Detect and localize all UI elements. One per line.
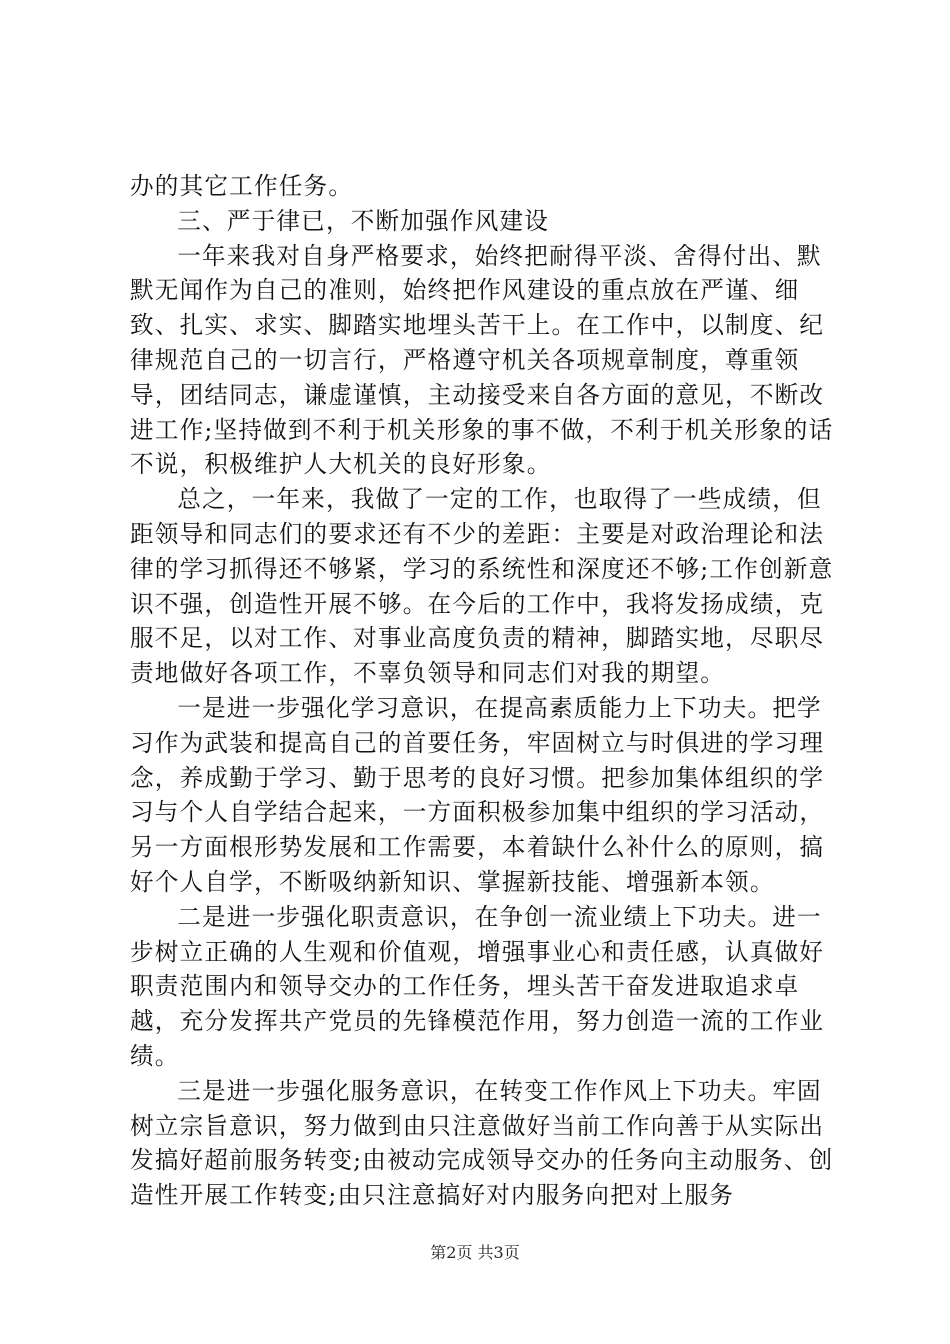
paragraph-study-awareness: 一是进一步强化学习意识，在提高素质能力上下功夫。把学习作为武装和提高自己的首要任务，牢固树立与时俱进的学习理念，养成勤于学习、勤于思考的良好习惯。把参加集体组织的学习与个人自学结合起来，一方面积极参加集中组织的学习活动，另一方面根形势发展和工作需要，本着缺什么补什么的原则，搞好个人自学，不断吸纳新知识、掌握新技能、增强新本领。 [130, 693, 825, 896]
paragraph-work-style: 一年来我对自身严格要求，始终把耐得平淡、舍得付出、默默无闻作为自己的准则，始终把作风建设的重点放在严谨、细致、扎实、求实、脚踏实地埋头苦干上。在工作中，以制度、纪律规范自己的一切言行，严格遵守机关各项规章制度，尊重领导，团结同志，谦虚谨慎，主动接受来自各方面的意见，不断改进工作;坚持做到不利于机关形象的事不做，不利于机关形象的话不说，积极维护人大机关的良好形象。 [130, 241, 834, 479]
section-heading: 三、严于律已，不断加强作风建设 [177, 206, 550, 235]
paragraph-continuation: 办的其它工作任务。 [130, 172, 354, 200]
paragraph-service-awareness: 三是进一步强化服务意识，在转变工作作风上下功夫。牢固树立宗旨意识，努力做到由只注意做好当前工作向善于从实际出发搞好超前服务转变;由被动完成领导交办的任务向主动服务、创造性开展工作转变;由只注意搞好对内服务向把对上服务 [130, 1076, 834, 1210]
paragraph-summary: 总之，一年来，我做了一定的工作，也取得了一些成绩，但距领导和同志们的要求还有不少的差距：主要是对政治理论和法律的学习抓得还不够紧，学习的系统性和深度还不够;工作创新意识不强，创造性开展不够。在今后的工作中，我将发扬成绩，克服不足，以对工作、对事业高度负责的精神，脚踏实地，尽职尽责地做好各项工作，不辜负领导和同志们对我的期望。 [130, 485, 834, 688]
page-footer: 第2页 共3页 [430, 1243, 520, 1262]
paragraph-duty-awareness: 二是进一步强化职责意识，在争创一流业绩上下功夫。进一步树立正确的人生观和价值观，增强事业心和责任感，认真做好职责范围内和领导交办的工作任务，埋头苦干奋发进取追求卓越，充分发挥共产党员的先锋模范作用，努力创造一流的工作业绩。 [130, 902, 825, 1070]
document-body [130, 169, 840, 1213]
